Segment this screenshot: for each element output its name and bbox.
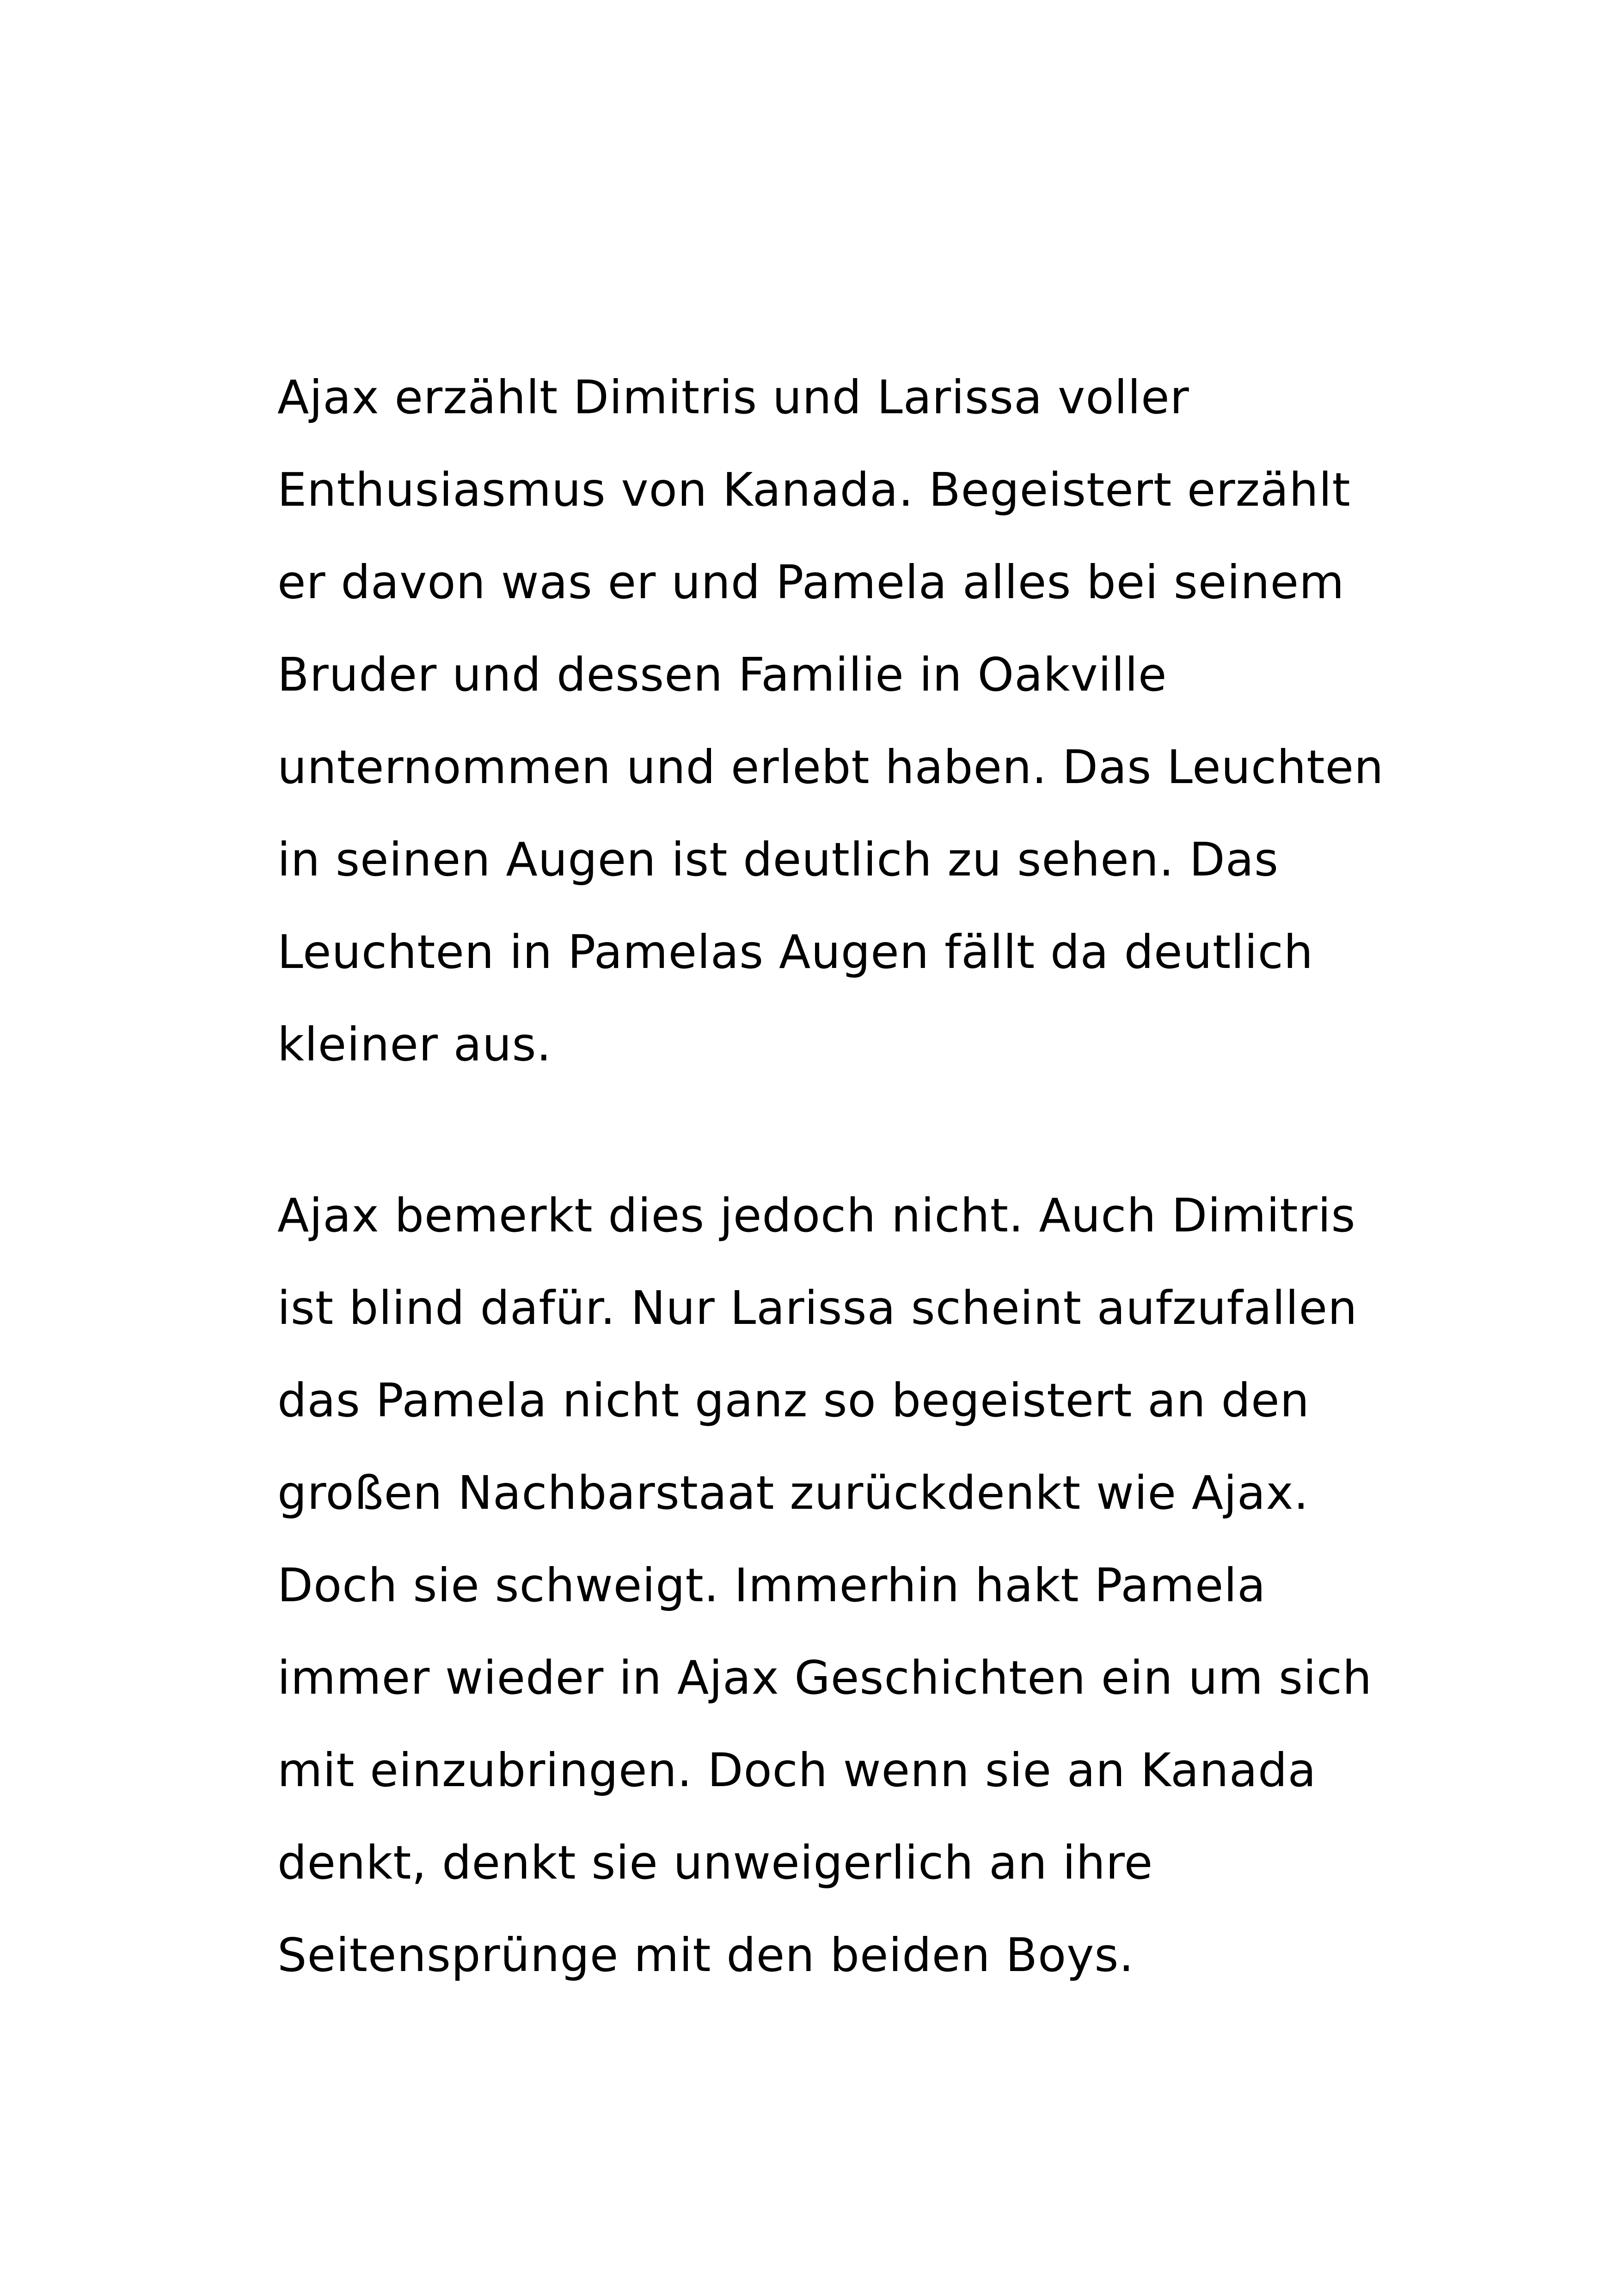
paragraph-line: mit einzubringen. Doch wenn sie an Kanada: [277, 1743, 1317, 1797]
paragraph-line: er davon was er und Pamela alles bei seinem: [277, 555, 1345, 609]
paragraph-line: Leuchten in Pamelas Augen fällt da deutlich: [277, 925, 1314, 979]
paragraph-line: in seinen Augen ist deutlich zu sehen. Das: [277, 833, 1279, 887]
paragraph-line: Enthusiasmus von Kanada. Begeistert erzählt: [277, 463, 1351, 517]
paragraph-line: großen Nachbarstaat zurückdenkt wie Ajax.: [277, 1466, 1309, 1520]
paragraph-line: Ajax bemerkt dies jedoch nicht. Auch Dimitris: [277, 1188, 1356, 1243]
paragraph-line: Doch sie schweigt. Immerhin hakt Pamela: [277, 1558, 1266, 1612]
paragraph-line: Ajax erzählt Dimitris und Larissa voller: [277, 370, 1189, 424]
paragraph-line: denkt, denkt sie unweigerlich an ihre: [277, 1836, 1153, 1890]
paragraph-line: unternommen und erlebt haben. Das Leuchten: [277, 740, 1384, 794]
paragraph-line: immer wieder in Ajax Geschichten ein um sich: [277, 1651, 1373, 1705]
paragraph-line: das Pamela nicht ganz so begeistert an den: [277, 1373, 1310, 1427]
paragraph-line: Bruder und dessen Familie in Oakville: [277, 648, 1167, 702]
paragraph-line: kleiner aus.: [277, 1017, 552, 1071]
paragraph-line: ist blind dafür. Nur Larissa scheint aufzufallen: [277, 1281, 1358, 1335]
paragraph-line: Seitensprünge mit den beiden Boys.: [277, 1928, 1134, 1982]
